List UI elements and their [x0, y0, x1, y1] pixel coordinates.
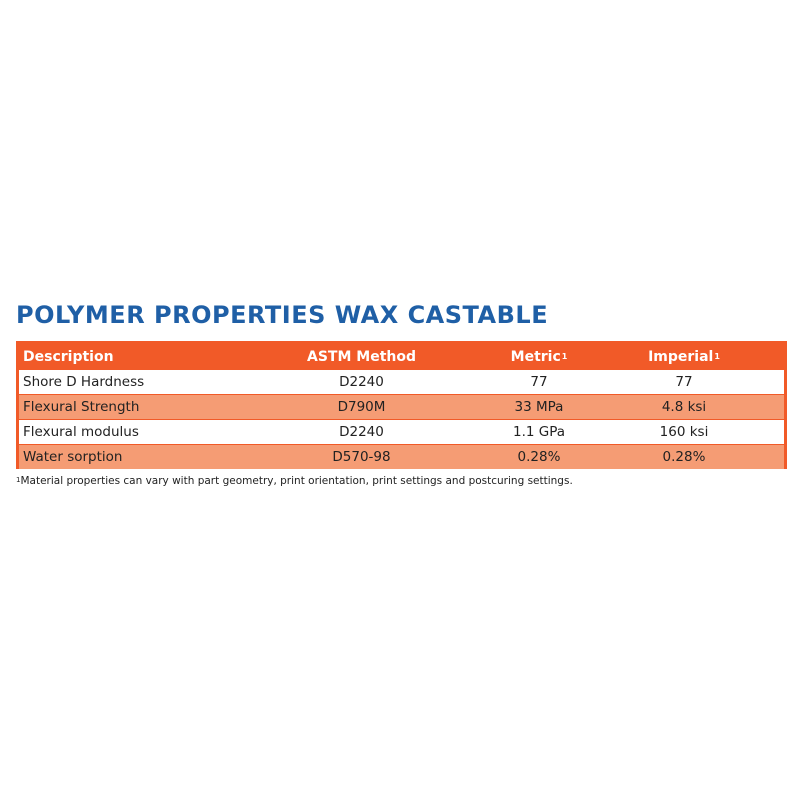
cell-description: Water sorption — [23, 449, 123, 465]
cell-metric: 33 MPa — [514, 399, 564, 415]
header-metric-label: Metric — [510, 348, 561, 365]
cell-imperial: 77 — [675, 374, 693, 390]
footnote-text: Material properties can vary with part geometry, print orientation, print settings and postcuring settings. — [20, 475, 573, 487]
cell-imperial: 0.28% — [662, 449, 706, 465]
header-description: Description — [23, 348, 114, 365]
table-row — [19, 369, 784, 394]
cell-astm-method: D790M — [337, 399, 386, 415]
page-title: POLYMER PROPERTIES WAX CASTABLE — [16, 301, 549, 329]
table-row — [19, 419, 784, 444]
footnote — [16, 475, 573, 487]
cell-metric: 0.28% — [517, 449, 561, 465]
footnote-marker: 1 — [16, 476, 21, 484]
cell-imperial: 160 ksi — [659, 424, 709, 440]
properties-table — [16, 341, 787, 469]
cell-astm-method: D2240 — [339, 424, 384, 440]
cell-astm-method: D570-98 — [332, 449, 391, 465]
cell-astm-method: D2240 — [339, 374, 384, 390]
table-row — [19, 394, 784, 419]
cell-metric: 77 — [530, 374, 548, 390]
cell-metric: 1.1 GPa — [512, 424, 566, 440]
table-row — [19, 444, 784, 469]
header-astm-method: ASTM Method — [307, 348, 416, 365]
header-metric: Metric 1 — [510, 348, 568, 365]
cell-description: Flexural modulus — [23, 424, 139, 440]
cell-description: Flexural Strength — [23, 399, 140, 415]
table-header-row — [19, 344, 784, 369]
cell-imperial: 4.8 ksi — [661, 399, 707, 415]
header-imperial: Imperial 1 — [648, 348, 720, 365]
cell-description: Shore D Hardness — [23, 374, 145, 390]
header-imperial-label: Imperial — [648, 348, 714, 365]
